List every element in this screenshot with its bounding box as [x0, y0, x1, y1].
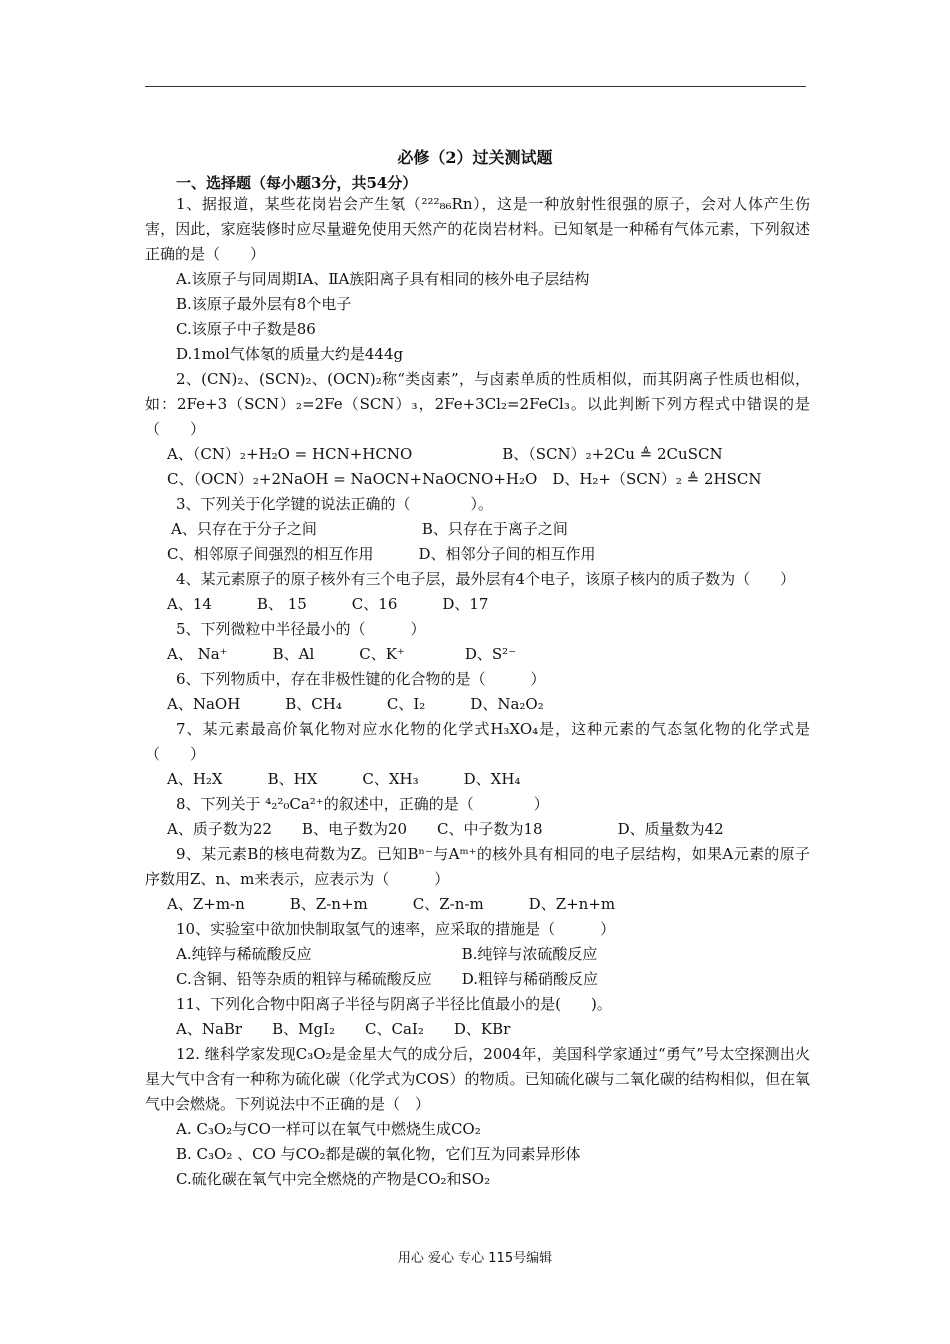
page-footer: 用心 爱心 专心 115号编辑 [397, 1251, 553, 1266]
page-title: 必修（2）过关测试题 [397, 148, 553, 167]
answer-option: 8、下列关于 ⁴₂²₀Ca²⁺的叙述中，正确的是（ ） [176, 795, 549, 813]
answer-option: C.含铜、铅等杂质的粗锌与稀硫酸反应 D.粗锌与稀硝酸反应 [176, 970, 598, 988]
answer-option: 3、下列关于化学键的说法正确的（ ）。 [176, 495, 494, 513]
answer-option: 11、下列化合物中阳离子半径与阴离子半径比值最小的是( )。 [176, 995, 612, 1013]
answer-option: A、只存在于分子之间 B、只存在于离子之间 [171, 520, 568, 538]
question-text: 9、某元素B的核电荷数为Z。已知Bⁿ⁻与Aᵐ⁺的核外具有相同的电子层结构，如果A元素的原子序数用Z、n、m来表示，应表示为（ ） [145, 845, 810, 888]
header-rule [145, 86, 806, 87]
answer-option: A、 Na⁺ B、Al C、K⁺ D、S²⁻ [167, 645, 517, 663]
answer-option: B.该原子最外层有8个电子 [176, 295, 352, 313]
answer-option: C、相邻原子间强烈的相互作用 D、相邻分子间的相互作用 [167, 545, 596, 563]
answer-option: 5、下列微粒中半径最小的（ ） [176, 620, 426, 638]
question-text: 2、(CN)₂、(SCN)₂、(OCN)₂称“类卤素”，与卤素单质的性质相似，而其阴离子性质也相似，如：2Fe+3（SCN）₂=2Fe（SCN）₃，2Fe+3Cl₂=2FeCl₃。以此判断下列方程式中错误的是（ ） [145, 370, 810, 438]
answer-option: C.该原子中子数是86 [176, 320, 316, 338]
answer-option: A、（CN）₂+H₂O = HCN+HCNO B、（SCN）₂+2Cu ≜ 2CuSCN [167, 445, 723, 463]
answer-option: C、（OCN）₂+2NaOH = NaOCN+NaOCNO+H₂O D、H₂+（SCN）₂ ≜ 2HSCN [167, 470, 762, 488]
question-text: 1、据报道，某些花岗岩会产生氡（²²²₈₆Rn），这是一种放射性很强的原子，会对人体产生伤害，因此，家庭装修时应尽量避免使用天然产的花岗岩材料。已知氡是一种稀有气体元素，下列叙述正确的是（ ） [145, 195, 810, 263]
question-text: 7、某元素最高价氧化物对应水化物的化学式H₃XO₄是，这种元素的气态氢化物的化学式是（ ） [145, 720, 810, 763]
answer-option: A、NaOH B、CH₄ C、I₂ D、Na₂O₂ [167, 695, 544, 713]
answer-option: 10、实验室中欲加快制取氢气的速率，应采取的措施是（ ） [176, 920, 616, 938]
section-heading: 一、选择题（每小题3分，共54分） [176, 174, 418, 192]
question-list [145, 192, 810, 1192]
answer-option: A.纯锌与稀硫酸反应 B.纯锌与浓硫酸反应 [176, 945, 598, 963]
answer-option: A. C₃O₂与CO一样可以在氧气中燃烧生成CO₂ [176, 1120, 481, 1138]
answer-option: 6、下列物质中，存在非极性键的化合物的是（ ） [176, 670, 546, 688]
answer-option: A.该原子与同周期ⅠA、ⅡA族阳离子具有相同的核外电子层结构 [176, 270, 590, 288]
answer-option: C.硫化碳在氧气中完全燃烧的产物是CO₂和SO₂ [176, 1170, 491, 1188]
answer-option: A、Z+m-n B、Z-n+m C、Z-n-m D、Z+n+m [167, 895, 616, 913]
answer-option: A、NaBr B、MgI₂ C、CaI₂ D、KBr [176, 1020, 511, 1038]
answer-option: A、14 B、 15 C、16 D、17 [167, 595, 489, 613]
answer-option: A、H₂X B、HX C、XH₃ D、XH₄ [167, 770, 521, 788]
answer-option: B. C₃O₂ 、CO 与CO₂都是碳的氧化物，它们互为同素异形体 [176, 1145, 581, 1163]
question-text: 12. 继科学家发现C₃O₂是金星大气的成分后，2004年，美国科学家通过“勇气”号太空探测出火星大气中含有一种称为硫化碳（化学式为COS）的物质。已知硫化碳与二氧化碳的结构相似，但在氧气中会燃烧。下列说法中不正确的是（ ） [145, 1045, 810, 1113]
answer-option: D.1mol气体氡的质量大约是444g [176, 345, 404, 363]
question-text: 4、某元素原子的原子核外有三个电子层，最外层有4个电子，该原子核内的质子数为（ ） [176, 570, 796, 588]
answer-option: A、质子数为22 B、电子数为20 C、中子数为18 D、质量数为42 [167, 820, 724, 838]
